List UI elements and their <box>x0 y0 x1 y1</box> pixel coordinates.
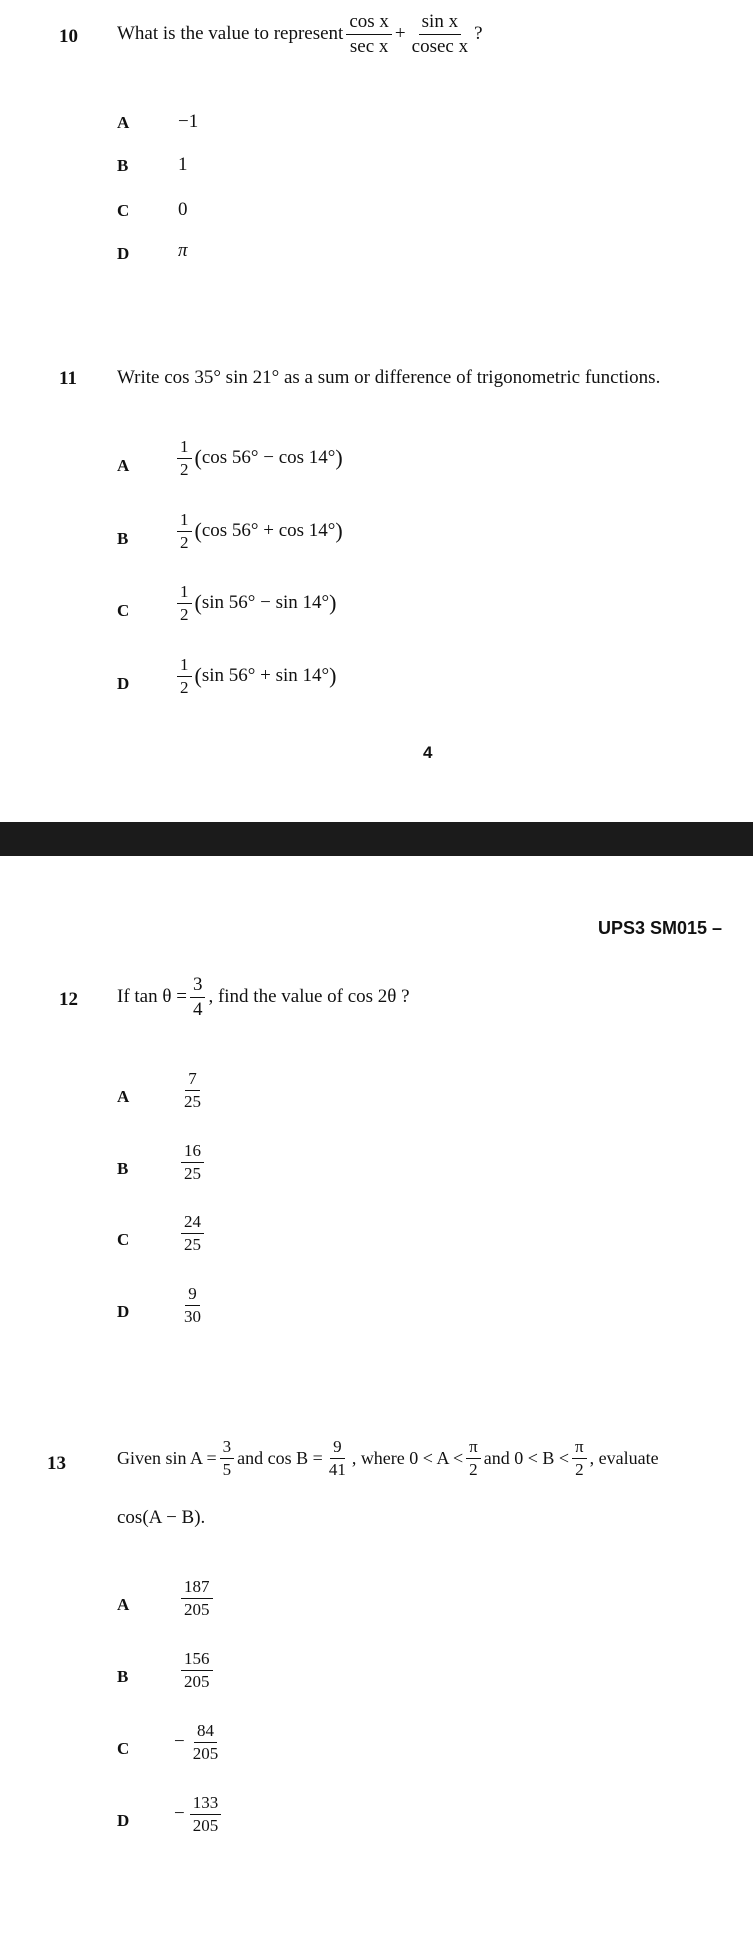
q10-option-d-letter: D <box>117 244 130 263</box>
q11-option-d-value: $\frac{1}{2}$ ( sin 56° + sin 14° ) <box>174 656 336 697</box>
fraction-cos-over-sec: $\frac{\text{cos x}}{\text{sec x}}$ <box>346 12 392 57</box>
question-mark: ? <box>474 23 483 45</box>
q11-option-c-value: $\frac{1}{2}$ ( sin 56° − sin 14° ) <box>174 583 336 624</box>
q11-option-b-value: $\frac{1}{2}$ ( cos 56° + cos 14° ) <box>174 511 343 552</box>
q13-option-a-letter: A <box>117 1595 130 1614</box>
q10-option-b-value: 1 <box>178 154 188 175</box>
page-break-band <box>0 822 753 856</box>
q10-option-c-value: 0 <box>178 199 188 220</box>
q12-option-a-value: $\frac{7}{25}$ <box>184 1069 201 1111</box>
q11-option-b-letter: B <box>117 529 129 548</box>
q13-option-b-letter: B <box>117 1667 129 1686</box>
fraction-sin-over-cosec: $\frac{\text{sin x}}{\text{cosec x}}$ <box>411 11 469 57</box>
q12-option-d-value: $\frac{9}{30}$ <box>184 1284 201 1326</box>
page-header-code: UPS3 SM015 – <box>598 918 723 938</box>
q10-option-a-value: −1 <box>178 111 199 132</box>
q12-option-d-letter: D <box>117 1302 130 1321</box>
question-11-text: Write cos 35° sin 21° as a sum or difference of trigonometric functions. <box>117 367 661 388</box>
q13-option-d-letter: D <box>117 1811 130 1830</box>
q10-option-b-letter: B <box>117 156 129 175</box>
q13-option-a-value: $\frac{187}{205}$ <box>176 1578 216 1619</box>
question-10-text <box>117 12 483 57</box>
q11-option-a-letter: A <box>117 456 130 475</box>
q10-option-d-value: π <box>178 240 188 261</box>
q12-option-c-value: $\frac{24}{25}$ <box>178 1213 207 1254</box>
q12-option-b-letter: B <box>117 1159 129 1178</box>
question-12-text: If tan θ = $\frac{3}{4}$ , find the value of cos 2θ ? <box>117 974 410 1020</box>
question-11-expression: cos 35° sin 21° <box>164 367 280 388</box>
q11-option-a-value: $\frac{1}{2}$ ( cos 56° − cos 14° ) <box>174 438 343 479</box>
q12-option-b-value: $\frac{16}{25}$ <box>178 1142 207 1183</box>
plus-sign: + <box>394 23 406 45</box>
question-12-number: 12 <box>59 989 78 1010</box>
q13-option-c-letter: C <box>117 1739 130 1758</box>
q12-option-a-letter: A <box>117 1087 130 1106</box>
q10-option-a-letter: A <box>117 113 130 132</box>
question-13-expression: cos(A − B). <box>117 1507 206 1528</box>
q11-option-d-letter: D <box>117 674 130 693</box>
question-10-number: 10 <box>59 26 78 47</box>
page-number: 4 <box>423 743 433 762</box>
q13-option-d-value: − $\frac{133}{205}$ <box>174 1794 224 1835</box>
question-11-number: 11 <box>59 368 77 389</box>
question-13-number: 13 <box>47 1453 66 1474</box>
q12-option-c-letter: C <box>117 1230 130 1249</box>
q13-option-c-value: − $\frac{84}{205}$ <box>174 1721 219 1763</box>
question-10-prompt: What is the value to represent <box>117 23 344 45</box>
q11-option-c-letter: C <box>117 601 130 620</box>
q10-option-c-letter: C <box>117 201 130 220</box>
q13-option-b-value: $\frac{156}{205}$ <box>176 1650 216 1691</box>
question-13-text: Given sin A = $\frac{3}{5}$ and cos B = $\frac{9}{41}$ , where 0 < A < $\frac{\pi}{2}$ and 0 < B < $\frac{\pi}{2}$ , evaluate <box>117 1437 659 1479</box>
